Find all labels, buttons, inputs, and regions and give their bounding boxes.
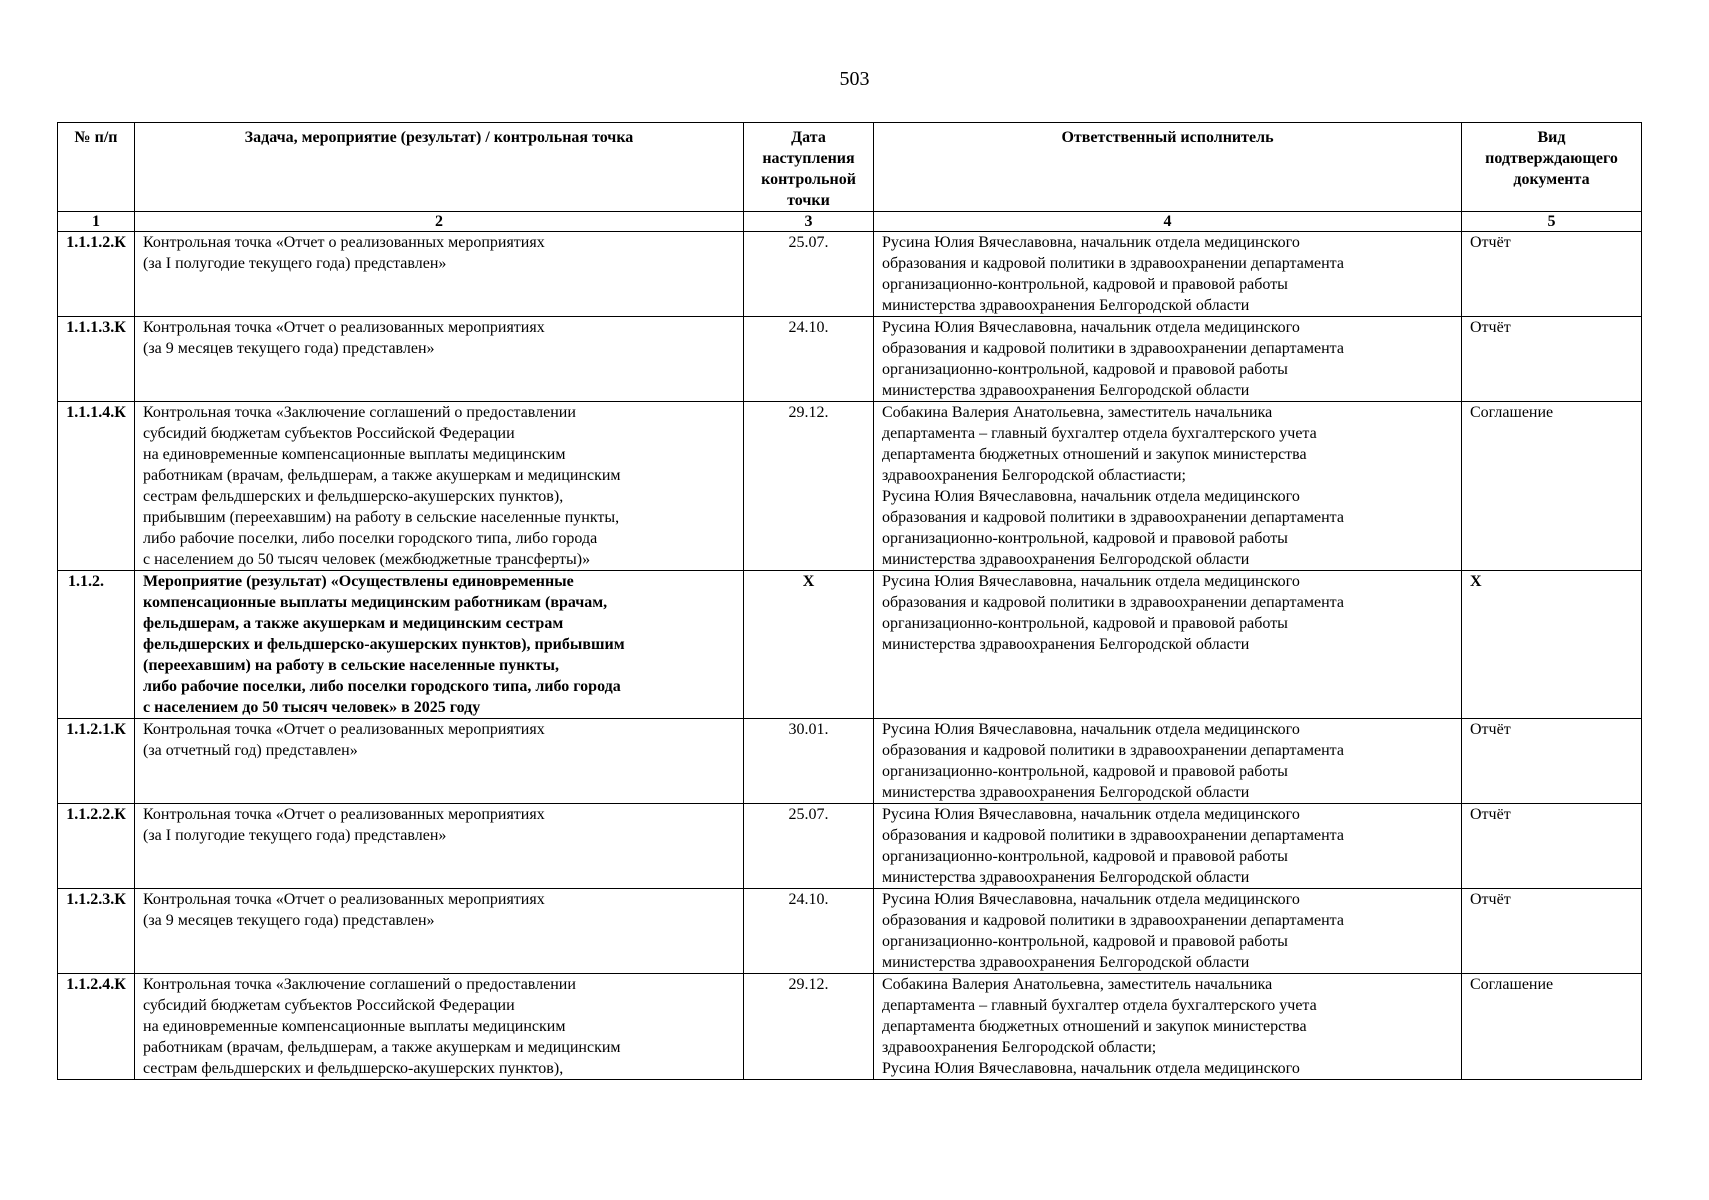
row-date: 25.07. xyxy=(744,804,874,889)
column-number: 4 xyxy=(874,212,1462,232)
table-header-row xyxy=(58,123,1642,212)
row-task: Контрольная точка «Отчет о реализованных мероприятиях (за I полугодие текущего года) представлен» xyxy=(135,804,744,889)
header-date: Дата наступления контрольной точки xyxy=(744,123,874,212)
header-task: Задача, мероприятие (результат) / контрольная точка xyxy=(135,123,744,212)
table-row xyxy=(58,719,1642,804)
row-task: Контрольная точка «Отчет о реализованных мероприятиях (за отчетный год) представлен» xyxy=(135,719,744,804)
row-document-type: Отчёт xyxy=(1462,889,1642,974)
table-row xyxy=(58,402,1642,571)
table-row xyxy=(58,317,1642,402)
table-row xyxy=(58,974,1642,1080)
row-number: 1.1.2.2.К xyxy=(58,804,135,889)
row-document-type: Соглашение xyxy=(1462,402,1642,571)
row-task: Контрольная точка «Отчет о реализованных мероприятиях (за 9 месяцев текущего года) представлен» xyxy=(135,317,744,402)
row-executor: Русина Юлия Вячеславовна, начальник отдела медицинского образования и кадровой политики в здравоохранении департамента организационно-контрольной, кадровой и правовой работы министерства здравоохранения Белгородской области xyxy=(874,804,1462,889)
row-document-type: Х xyxy=(1462,571,1642,719)
row-date: 29.12. xyxy=(744,974,874,1080)
row-date: 30.01. xyxy=(744,719,874,804)
header-executor: Ответственный исполнитель xyxy=(874,123,1462,212)
row-number: 1.1.2.1.К xyxy=(58,719,135,804)
row-document-type: Отчёт xyxy=(1462,804,1642,889)
header-document-type: Вид подтверждающего документа xyxy=(1462,123,1642,212)
table-row xyxy=(58,804,1642,889)
row-date: 29.12. xyxy=(744,402,874,571)
header-number: № п/п xyxy=(58,123,135,212)
row-executor: Собакина Валерия Анатольевна, заместитель начальника департамента – главный бухгалтер отдела бухгалтерского учета департамента бюджетных отношений и закупок министерства здравоохранения Белгородской области; Русина Юлия Вячеславовна, начальник отдела медицинского xyxy=(874,974,1462,1080)
row-document-type: Отчёт xyxy=(1462,719,1642,804)
row-executor: Русина Юлия Вячеславовна, начальник отдела медицинского образования и кадровой политики в здравоохранении департамента организационно-контрольной, кадровой и правовой работы министерства здравоохранения Белгородской области xyxy=(874,232,1462,317)
row-task: Мероприятие (результат) «Осуществлены единовременные компенсационные выплаты медицинским работникам (врачам, фельдшерам, а также акушеркам и медицинским сестрам фельдшерских и фельдшерско-акушерских пунктов), прибывшим (переехавшим) на работу в сельские населенные пункты, либо рабочие поселки, либо поселки городского типа, либо города с населением до 50 тысяч человек» в 2025 году xyxy=(135,571,744,719)
row-number: 1.1.1.3.К xyxy=(58,317,135,402)
row-date: 24.10. xyxy=(744,317,874,402)
row-document-type: Отчёт xyxy=(1462,232,1642,317)
control-points-table xyxy=(57,122,1642,1080)
row-number: 1.1.2.3.К xyxy=(58,889,135,974)
row-date: Х xyxy=(744,571,874,719)
row-document-type: Отчёт xyxy=(1462,317,1642,402)
row-executor: Русина Юлия Вячеславовна, начальник отдела медицинского образования и кадровой политики в здравоохранении департамента организационно-контрольной, кадровой и правовой работы министерства здравоохранения Белгородской области xyxy=(874,571,1462,719)
row-document-type: Соглашение xyxy=(1462,974,1642,1080)
column-number: 5 xyxy=(1462,212,1642,232)
row-number: 1.1.1.4.К xyxy=(58,402,135,571)
row-executor: Русина Юлия Вячеславовна, начальник отдела медицинского образования и кадровой политики в здравоохранении департамента организационно-контрольной, кадровой и правовой работы министерства здравоохранения Белгородской области xyxy=(874,317,1462,402)
row-task: Контрольная точка «Отчет о реализованных мероприятиях (за 9 месяцев текущего года) представлен» xyxy=(135,889,744,974)
row-executor: Русина Юлия Вячеславовна, начальник отдела медицинского образования и кадровой политики в здравоохранении департамента организационно-контрольной, кадровой и правовой работы министерства здравоохранения Белгородской области xyxy=(874,719,1462,804)
column-numbers-row xyxy=(58,212,1642,232)
row-task: Контрольная точка «Заключение соглашений о предоставлении субсидий бюджетам субъектов Российской Федерации на единовременные компенсационные выплаты медицинским работникам (врачам, фельдшерам, а также акушеркам и медицинским сестрам фельдшерских и фельдшерско-акушерских пунктов), xyxy=(135,974,744,1080)
row-number: 1.1.2.4.К xyxy=(58,974,135,1080)
page-number: 503 xyxy=(839,68,870,90)
row-number: 1.1.1.2.К xyxy=(58,232,135,317)
row-executor: Русина Юлия Вячеславовна, начальник отдела медицинского образования и кадровой политики в здравоохранении департамента организационно-контрольной, кадровой и правовой работы министерства здравоохранения Белгородской области xyxy=(874,889,1462,974)
table-row xyxy=(58,571,1642,719)
row-task: Контрольная точка «Отчет о реализованных мероприятиях (за I полугодие текущего года) представлен» xyxy=(135,232,744,317)
row-date: 25.07. xyxy=(744,232,874,317)
row-task: Контрольная точка «Заключение соглашений о предоставлении субсидий бюджетам субъектов Российской Федерации на единовременные компенсационные выплаты медицинским работникам (врачам, фельдшерам, а также акушеркам и медицинским сестрам фельдшерских и фельдшерско-акушерских пунктов), прибывшим (переехавшим) на работу в сельские населенные пункты, либо рабочие поселки, либо поселки городского типа, либо города с населением до 50 тысяч человек (межбюджетные трансферты)» xyxy=(135,402,744,571)
row-executor: Собакина Валерия Анатольевна, заместитель начальника департамента – главный бухгалтер отдела бухгалтерского учета департамента бюджетных отношений и закупок министерства здравоохранения Белгородской областиасти; Русина Юлия Вячеславовна, начальник отдела медицинского образования и кадровой политики в здравоохранении департамента организационно-контрольной, кадровой и правовой работы министерства здравоохранения Белгородской области xyxy=(874,402,1462,571)
table-row xyxy=(58,889,1642,974)
column-number: 3 xyxy=(744,212,874,232)
column-number: 2 xyxy=(135,212,744,232)
row-number: 1.1.2. xyxy=(58,571,135,719)
table-row xyxy=(58,232,1642,317)
column-number: 1 xyxy=(58,212,135,232)
row-date: 24.10. xyxy=(744,889,874,974)
